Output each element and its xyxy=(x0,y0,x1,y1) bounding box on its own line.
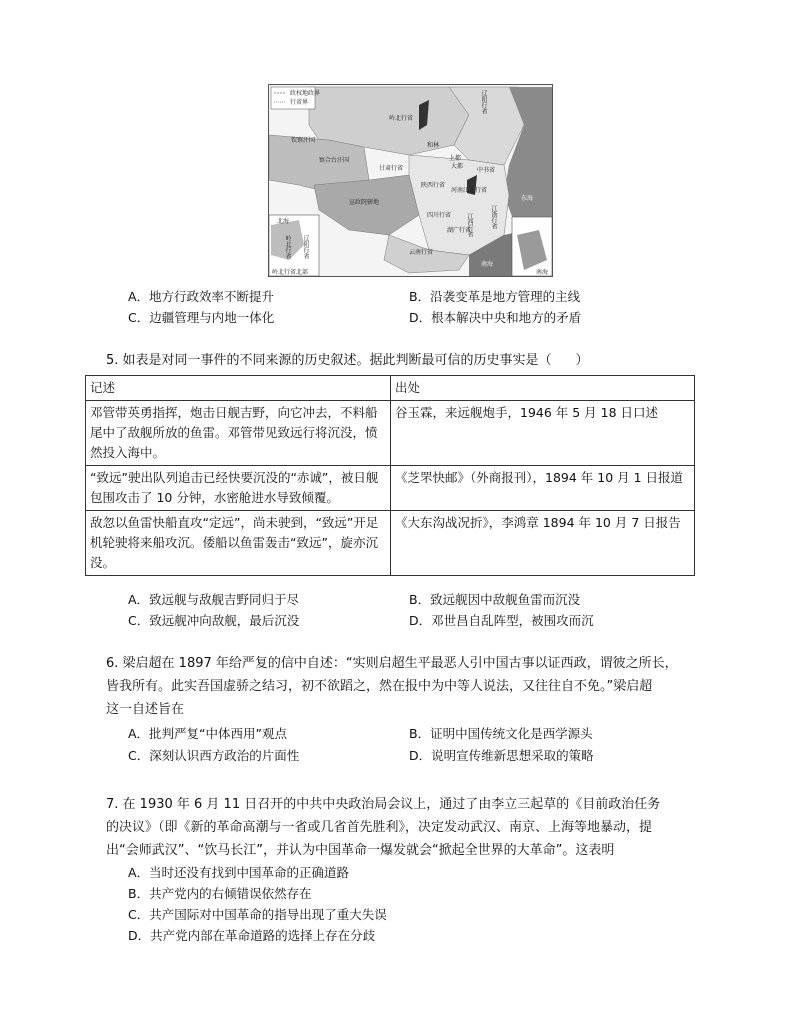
q7-line-3: 出“会师武汉”、“饮马长江”，并认为中国革命一爆发就会“掀起全世界的大革命”。这表明 xyxy=(106,843,615,858)
header-record: 记述 xyxy=(86,376,391,401)
label-dadu: 大都 xyxy=(451,163,464,170)
label-zhongshu: 中书省 xyxy=(477,167,496,174)
q7-line-1: 7. 在 1930 年 6 月 11 日召开的中共中央政治局会议上，通过了由李立三起草的《目前政治任务 xyxy=(106,797,661,812)
q7-line-2: 的决议》（即《新的革命高潮与一省或几省首先胜利》，决定发动武汉、南京、上海等地暴动，提 xyxy=(106,820,653,835)
legend-boundary: 政权地政界 xyxy=(290,90,321,97)
q5-stem-end: ） xyxy=(575,353,589,368)
label-jiangxi: 江西行省 xyxy=(466,213,473,237)
q5-source-table xyxy=(85,375,695,576)
row1-record: 邓管带英勇指挥，炮击日舰吉野，向它冲去，不料船尾中了敌舰所放的鱼雷。邓管带见致远行将沉没，愤然投入海中。 xyxy=(86,401,391,466)
label-jiangzhe: 江浙行省 xyxy=(490,205,497,229)
row2-record: “致远”驶出队列追击已经快要沉没的“赤诚”，被日舰包围攻击了 10 分钟，水密舱进水导致倾覆。 xyxy=(86,466,391,511)
label-xuanzheng: 宣政院辖地 xyxy=(349,199,380,206)
q5-stem-text: 5. 如表是对同一事件的不同来源的历史叙述。据此判断最可信的历史事实是（ xyxy=(106,353,552,368)
q7-option-a[interactable]: A．当时还没有找到中国革命的正确道路 xyxy=(128,865,350,880)
legend-province: 行省界 xyxy=(290,99,309,106)
q5-option-d[interactable]: D．邓世昌自乱阵型，被围攻而沉 xyxy=(409,613,594,628)
q6-option-c[interactable]: C．深刻认识西方政治的片面性 xyxy=(128,748,300,763)
label-sichuan: 四川行省 xyxy=(427,212,452,219)
label-henan: 河南江北行省 xyxy=(451,187,488,194)
q5-option-b[interactable]: B．致远舰因中敌舰鱼雷而沉没 xyxy=(409,592,581,607)
q7-stem xyxy=(106,793,660,862)
q6-line-1: 6. 梁启超在 1897 年给严复的信中自述：“实则启超生平最恶人引中国古事以证西政，谓彼之所长， xyxy=(106,656,678,671)
q6-stem xyxy=(106,652,678,721)
q6-option-b[interactable]: B．证明中国传统文化是西学源头 xyxy=(409,726,593,741)
q5-option-c[interactable]: C．致远舰冲向敌舰，最后沉没 xyxy=(128,613,300,628)
label-inset-lingbei: 岭北行省 xyxy=(284,235,291,259)
q6-line-3: 这一自述旨在 xyxy=(106,702,185,717)
label-nanhai: 南海 xyxy=(481,261,494,268)
q7-option-d[interactable]: D．共产党内部在革命道路的选择上存在分歧 xyxy=(128,928,376,943)
table-row xyxy=(86,466,695,511)
label-inset-top: 北海 xyxy=(277,218,290,225)
q7-option-b[interactable]: B．共产党内的右倾错误依然存在 xyxy=(128,886,312,901)
label-qincha: 钦察汗国 xyxy=(291,137,316,144)
q6-line-2: 皆我所有。此实吾国虚骄之结习，初不欲蹈之，然在报中为中等人说法，又往往自不免。”梁启超 xyxy=(106,679,653,694)
q4-option-b[interactable]: B．沿袭变革是地方管理的主线 xyxy=(409,289,581,304)
q5-option-a[interactable]: A．致远舰与敌舰吉野同归于尽 xyxy=(128,592,300,607)
label-chagatai: 察合台汗国 xyxy=(319,157,350,164)
row3-record: 敌忽以鱼雷快船直攻“定远”，尚未驶到，“致远”开足机轮驶将来船攻沉。倭船以鱼雷轰击“致远”，旋亦沉没。 xyxy=(86,511,391,576)
header-source: 出处 xyxy=(391,376,695,401)
q4-option-a[interactable]: A．地方行政效率不断提升 xyxy=(128,289,275,304)
label-lingbei: 岭北行省 xyxy=(389,115,414,122)
label-shaanxi: 陕西行省 xyxy=(421,182,446,189)
q4-option-c[interactable]: C．边疆管理与内地一体化 xyxy=(128,310,275,325)
table-header-row xyxy=(86,376,695,401)
label-shangdu: 上都 xyxy=(449,155,462,162)
table-row xyxy=(86,511,695,576)
label-huguang: 湖广行省 xyxy=(447,227,472,234)
label-liaoyang: 辽阳行省 xyxy=(480,90,487,114)
q6-option-d[interactable]: D．说明宣传维新思想采取的策略 xyxy=(409,748,594,763)
label-inset-liaoyang: 辽阳行省 xyxy=(302,235,309,259)
label-inset-bottom: 岭北行省北部 xyxy=(272,269,309,276)
label-yunnan: 云南行省 xyxy=(409,249,434,256)
q6-option-a[interactable]: A．批判严复“中体西用”观点 xyxy=(128,726,288,741)
label-gansu: 甘肃行省 xyxy=(379,165,404,172)
q5-stem xyxy=(106,349,589,372)
table-row xyxy=(86,401,695,466)
label-donghai: 东海 xyxy=(521,195,534,202)
row2-source: 《芝罘快邮》（外商报刊），1894 年 10 月 1 日报道 xyxy=(391,466,695,511)
label-corner-nanhai: 南海 xyxy=(536,269,549,276)
label-helin: 和林 xyxy=(427,142,440,149)
q7-option-c[interactable]: C．共产国际对中国革命的指导出现了重大失误 xyxy=(128,907,387,922)
q4-option-d[interactable]: D．根本解决中央和地方的矛盾 xyxy=(409,310,582,325)
row1-source: 谷玉霖，来远舰炮手，1946 年 5 月 18 日口述 xyxy=(391,401,695,466)
row3-source: 《大东沟战况折》，李鸿章 1894 年 10 月 7 日报告 xyxy=(391,511,695,576)
historical-map xyxy=(268,84,553,277)
